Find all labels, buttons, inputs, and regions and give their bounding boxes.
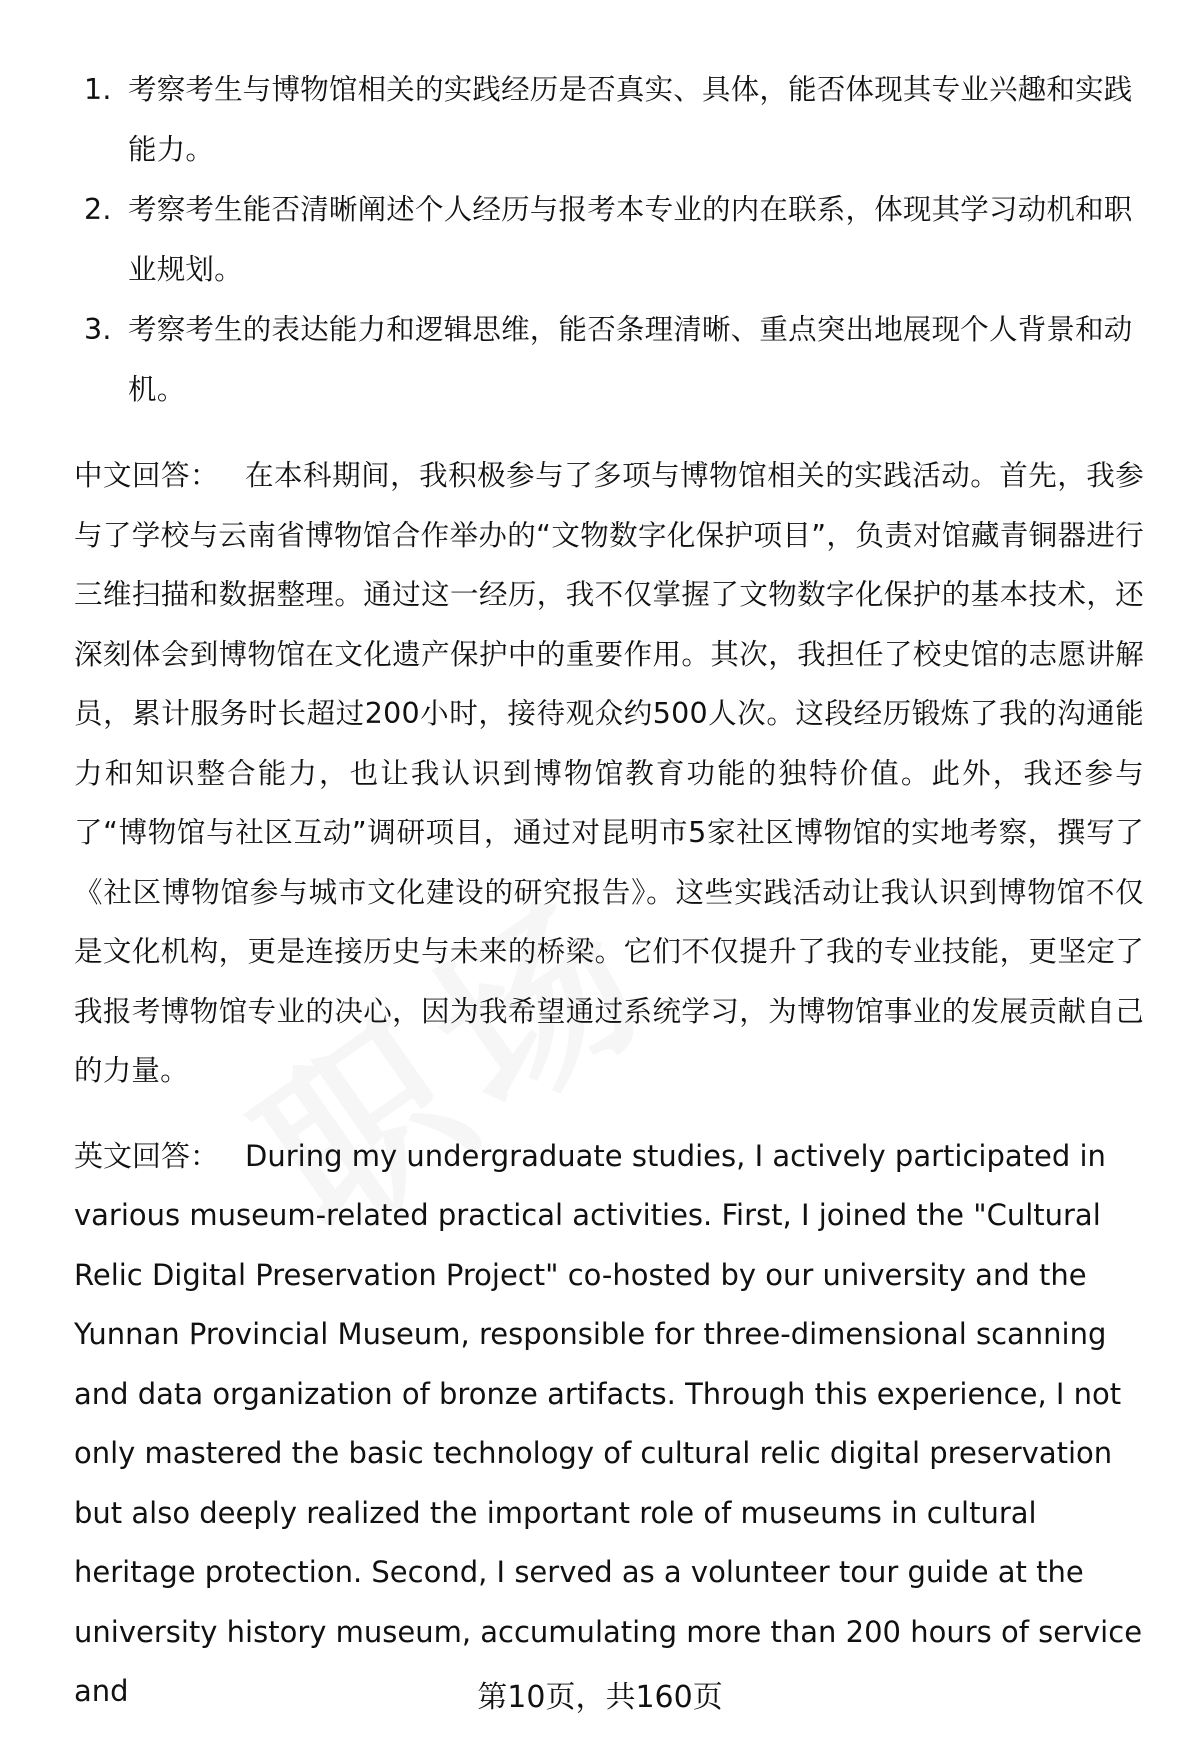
criteria-item [74, 300, 1144, 420]
criteria-text: 考察考生与博物馆相关的实践经历是否真实、具体，能否体现其专业兴趣和实践能力。 [128, 73, 1133, 166]
english-answer-paragraph [74, 1127, 1144, 1722]
criteria-item [74, 180, 1144, 300]
criteria-number: 1. [84, 73, 112, 106]
criteria-number: 2. [84, 193, 112, 226]
english-answer-label: 英文回答： [74, 1138, 220, 1173]
chinese-answer-paragraph [74, 446, 1144, 1101]
evaluation-criteria-list [74, 60, 1144, 420]
chinese-answer-text: 在本科期间，我积极参与了多项与博物馆相关的实践活动。首先，我参与了学校与云南省博物馆合作举办的“文物数字化保护项目”，负责对馆藏青铜器进行三维扫描和数据整理。通过这一经历，我不仅掌握了文物数字化保护的基本技术，还深刻体会到博物馆在文化遗产保护中的重要作用。其次，我担任了校史馆的志愿讲解员，累计服务时长超过200小时，接待观众约500人次。这段经历锻炼了我的沟通能力和知识整合能力，也让我认识到博物馆教育功能的独特价值。此外，我还参与了“博物馆与社区互动”调研项目，通过对昆明市5家社区博物馆的实地考察，撰写了《社区博物馆参与城市文化建设的研究报告》。这些实践活动让我认识到博物馆不仅是文化机构，更是连接历史与未来的桥梁。它们不仅提升了我的专业技能，更坚定了我报考博物馆专业的决心，因为我希望通过系统学习，为博物馆事业的发展贡献自己的力量。 [74, 459, 1144, 1087]
english-answer-text: During my undergraduate studies, I actively participated in various museum-related practical activities. First, I joined the "Cultural Relic Digital Preservation Project" co-hosted by our university and the Yunnan Provincial Museum, responsible for three-dimensional scanning and data organization of bronze artifacts. Through this experience, I not only mastered the basic technology of cultural relic digital preservation but also deeply realized the important role of museums in cultural heritage protection. Second, I served as a volunteer tour guide at the university history museum, accumulating more than 200 hours of service and [74, 1138, 1143, 1708]
criteria-item [74, 60, 1144, 180]
document-page [74, 60, 1144, 1722]
chinese-answer-label: 中文回答： [74, 459, 220, 492]
criteria-number: 3. [84, 313, 112, 346]
criteria-text: 考察考生能否清晰阐述个人经历与报考本专业的内在联系，体现其学习动机和职业规划。 [128, 193, 1133, 286]
criteria-text: 考察考生的表达能力和逻辑思维，能否条理清晰、重点突出地展现个人背景和动机。 [128, 313, 1133, 406]
page-number-footer: 第10页，共160页 [477, 1680, 723, 1715]
